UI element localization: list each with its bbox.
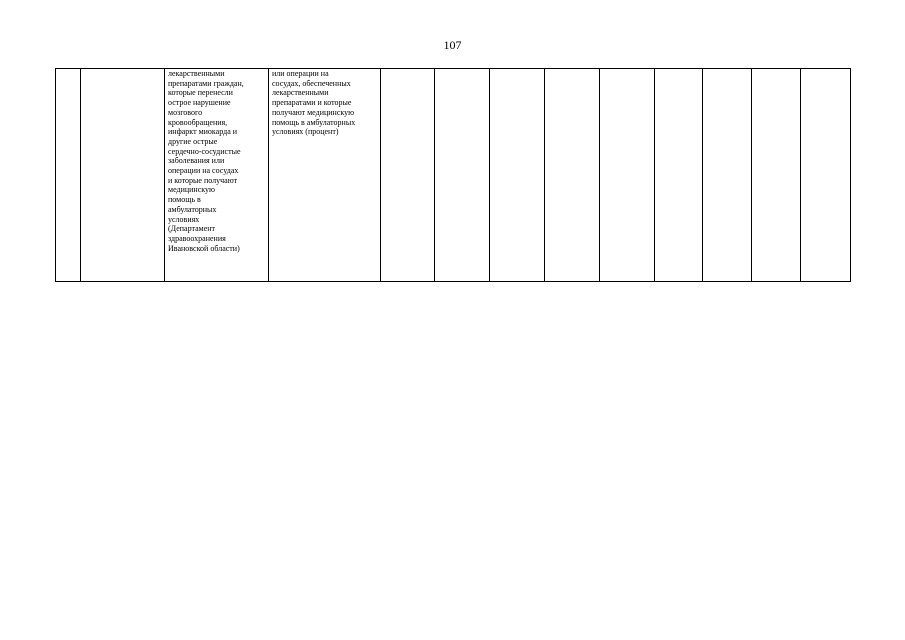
page-number: 107: [443, 38, 462, 52]
cell-value: [703, 69, 752, 282]
table-row: [56, 69, 851, 282]
cell-value: [435, 69, 490, 282]
cell-value: [545, 69, 600, 282]
cell-number: [56, 69, 81, 282]
cell-value: [600, 69, 655, 282]
cell-indicator-name: или операции на сосудах, обеспеченных лекарственными препаратами и которые получают медицинскую помощь в амбулаторных условиях (процент): [269, 69, 381, 282]
indicator-table: [55, 68, 851, 282]
cell-value: [752, 69, 801, 282]
cell-value: [801, 69, 851, 282]
cell-value: [655, 69, 703, 282]
cell-activity-description: лекарственными препаратами граждан, которые перенесли острое нарушение мозгового кровообращения, инфаркт миокарда и другие острые сердечно-сосудистые заболевания или операции на сосудах и которые получают медицинскую помощь в амбулаторных условиях (Департамент здравоохранения Ивановской области): [165, 69, 269, 282]
cell-value: [490, 69, 545, 282]
cell-program-name: [81, 69, 165, 282]
cell-value: [381, 69, 435, 282]
